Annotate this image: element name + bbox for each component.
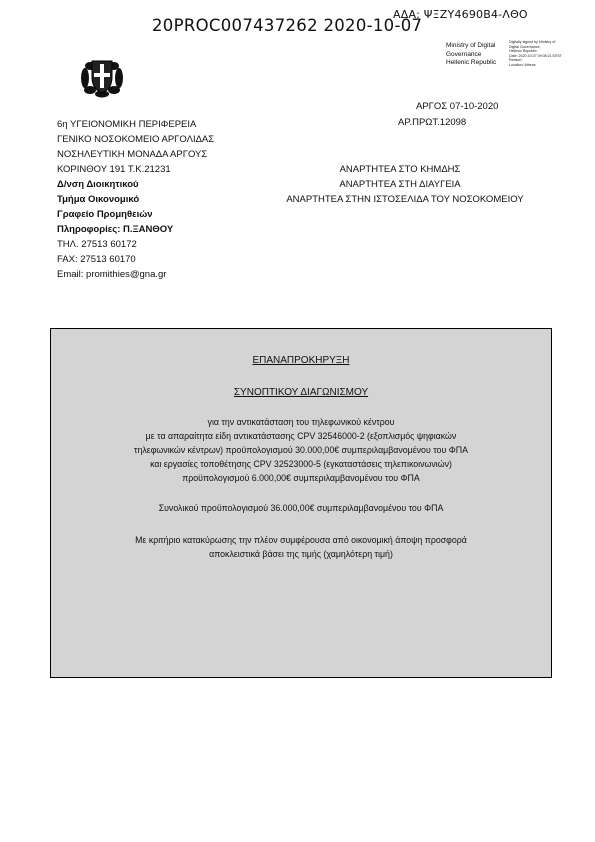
sender-info: Πληροφορίες: Π.ΞΑΝΘΟΥ [57,224,174,235]
digital-signature [509,40,569,67]
signature-line: Location: Athens [509,62,536,67]
sender-directorate: Δ/νση Διοικητικού [57,179,139,190]
description-line: για την αντικατάσταση του τηλεφωνικού κέντρου [207,417,395,427]
description-line: και εργασίες τοποθέτησης CPV 32523000-5 (εγκαταστάσεις τηλεπικοινωνιών) [150,459,452,469]
notice-title: ΕΠΑΝΑΠΡΟΚΗΡΥΞΗ [252,355,350,366]
sender-block [57,117,214,282]
notice-award-criteria [71,533,531,561]
notice-subtitle: ΣΥΝΟΠΤΙΚΟΥ ΔΙΑΓΩΝΙΣΜΟΥ [233,387,369,398]
signature-line: Digitally signed by Ministry of [509,40,556,44]
sender-office: Γραφείο Προμηθειών [57,209,153,220]
criteria-line: Με κριτήριο κατακύρωσης την πλέον συμφέρουσα από οικονομική άποψη προσφορά [135,535,467,545]
sender-department: Τμήμα Οικονομικό [57,194,140,205]
greek-coat-of-arms-icon [80,55,124,99]
posting-website: ΑΝΑΡΤΗΤΕΑ ΣΤΗΝ ΙΣΤΟΣΕΛΙΔΑ ΤΟΥ ΝΟΣΟΚΟΜΕΙΟΥ [286,194,524,205]
ministry-line: Governance [446,50,482,58]
description-line: προϋπολογισμού 6.000,00€ συμπεριλαμβανομένου του ΦΠΑ [182,473,420,483]
sender-region: 6η ΥΓΕΙΟΝΟΜΙΚΗ ΠΕΡΙΦΕΡΕΙΑ [57,119,197,130]
document-id: 20PROC007437262 2020-10-07 [152,16,423,35]
sender-email: Email: promithies@gna.gr [57,269,167,280]
description-line: τηλεφωνικών κέντρων) προϋπολογισμού 30.000,00€ συμπεριλαμβανομένου του ΦΠΑ [134,445,468,455]
ministry-line: Hellenic Republic [446,59,497,66]
notice-total-budget: Συνολικού προϋπολογισμού 36.000,00€ συμπεριλαμβανομένου του ΦΠΑ [158,503,444,513]
criteria-line: αποκλειστικά βάσει της τιμής (χαμηλότερη τιμή) [209,549,393,559]
sender-unit: ΝΟΣΗΛΕΥΤΙΚΗ ΜΟΝΑΔΑ ΑΡΓΟΥΣ [57,149,208,160]
sender-hospital: ΓΕΝΙΚΟ ΝΟΣΟΚΟΜΕΙΟ ΑΡΓΟΛΙΔΑΣ [57,134,215,145]
signature-line: Hellenic Republic [509,49,537,53]
signature-line: Reason: [509,58,523,62]
document-date: ΑΡΓΟΣ 07-10-2020 [416,101,499,112]
sender-fax: FAX: 27513 60170 [57,254,136,265]
sender-address: ΚΟΡΙΝΘΟΥ 191 Τ.Κ.21231 [57,164,171,175]
posting-diavgeia: ΑΝΑΡΤΗΤΕΑ ΣΤΗ ΔΙΑΥΓΕΙΑ [339,179,461,190]
notice-description [71,415,531,485]
ada-number: ΑΔΑ: ΨΞΖΥ4690Β4-ΛΘΟ [393,8,528,21]
description-line: με τα απαραίτητα είδη αντικατάστασης CPV 32546000-2 (εξοπλισμός ψηφιακών [145,431,457,441]
posting-kimdis: ΑΝΑΡΤΗΤΕΑ ΣΤΟ ΚΗΜΔΗΣ [339,164,461,175]
ministry-stamp [446,42,502,68]
sender-phone: ΤΗΛ. 27513 60172 [57,239,137,250]
signature-line: Date: 2020.10.07 09:08:21 EEST [509,53,562,58]
signature-line: Digital Governance, [509,44,541,49]
protocol-number: ΑΡ.ΠΡΩΤ.12098 [398,117,467,128]
ministry-line: Ministry of Digital [446,42,496,49]
notice-box [50,328,552,678]
